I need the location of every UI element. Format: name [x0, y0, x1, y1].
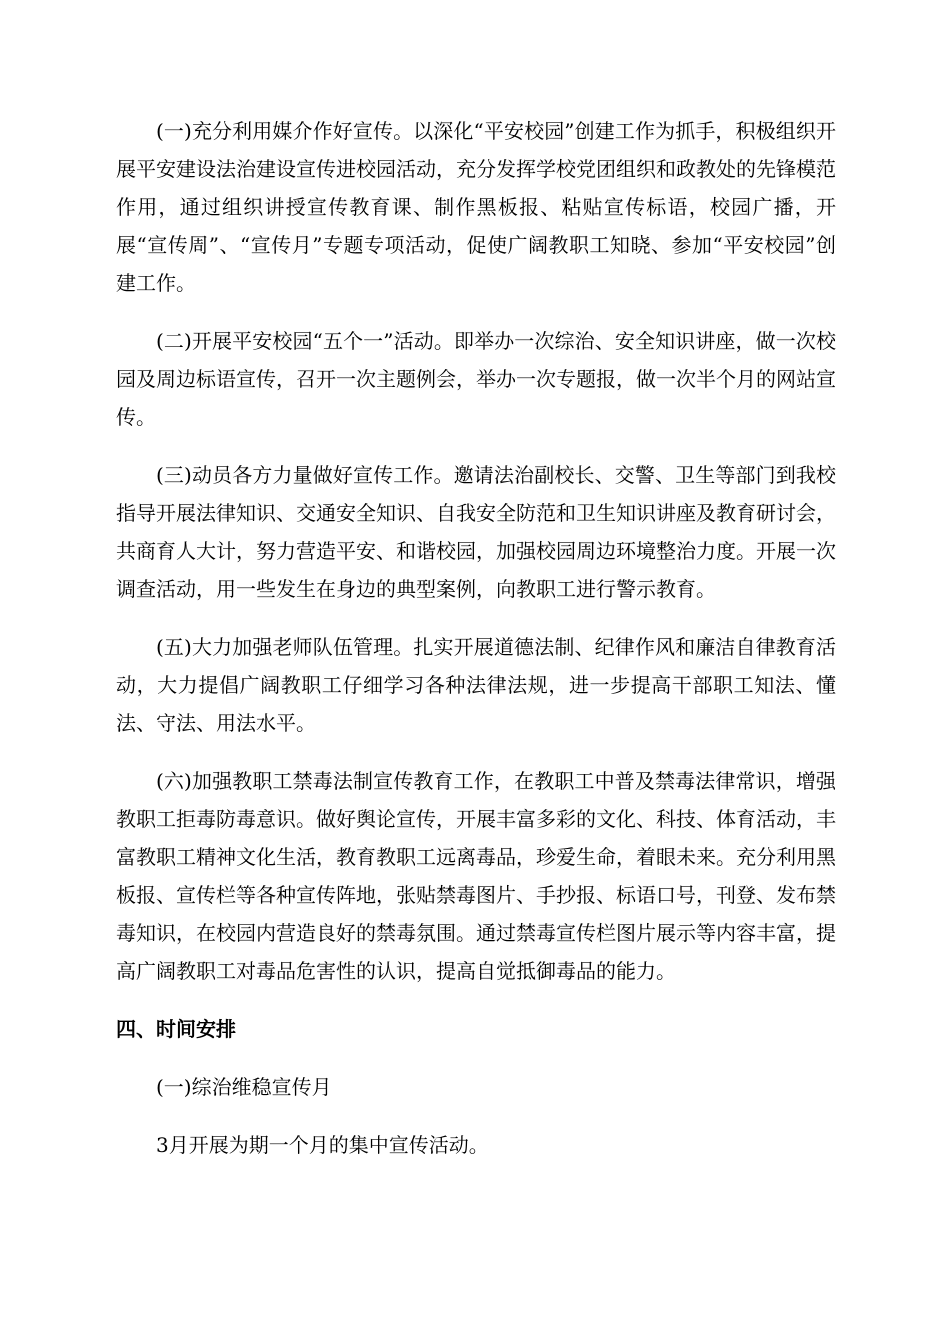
paragraph-anti-drug: (六)加强教职工禁毒法制宣传教育工作，在教职工中普及禁毒法律常识，增强教职工拒毒防毒意识。做好舆论宣传，开展丰富多彩的文化、科技、体育活动，丰富教职工精神文化生活，教育教职工远离毒品，珍爱生命，着眼未来。充分利用黑板报、宣传栏等各种宣传阵地，张贴禁毒图片、手抄报、标语口号，刊登、发布禁毒知识，在校园内营造良好的禁毒氛围。通过禁毒宣传栏图片展示等内容丰富，提高广阔教职工对毒品危害性的认识，提高自觉抵御毒品的能力。: [116, 769, 836, 983]
paragraph-schedule-detail: 3月开展为期一个月的集中宣传活动。: [156, 1133, 489, 1157]
document-page: [116, 112, 836, 1164]
paragraph-media-publicity: (一)充分利用媒介作好宣传。以深化“平安校园”创建工作为抓手，积极组织开展平安建设法治建设宣传进校园活动，充分发挥学校党团组织和政教处的先锋模范作用，通过组织讲授宣传教育课、制作黑板报、粘贴宣传标语，校园广播，开展“宣传周”、“宣传月”专题专项活动，促使广阔教职工知晓、参加“平安校园”创建工作。: [116, 119, 836, 295]
paragraph-mobilize-forces: (三)动员各方力量做好宣传工作。邀请法治副校长、交警、卫生等部门到我校指导开展法律知识、交通安全知识、自我安全防范和卫生知识讲座及教育研讨会，共商育人大计，努力营造平安、和谐校园，加强校园周边环境整治力度。开展一次调查活动，用一些发生在身边的典型案例，向教职工进行警示教育。: [116, 463, 836, 601]
section-heading-schedule: 四、时间安排: [116, 1017, 236, 1041]
paragraph-teacher-management: (五)大力加强老师队伍管理。扎实开展道德法制、纪律作风和廉洁自律教育活动，大力提倡广阔教职工仔细学习各种法律法规，进一步提高干部职工知法、懂法、守法、用法水平。: [116, 635, 836, 735]
subsection-title: (一)综治维稳宣传月: [156, 1075, 332, 1099]
paragraph-five-ones: (二)开展平安校园“五个一”活动。即举办一次综治、安全知识讲座，做一次校园及周边标语宣传，召开一次主题例会，举办一次专题报，做一次半个月的网站宣传。: [116, 329, 836, 429]
